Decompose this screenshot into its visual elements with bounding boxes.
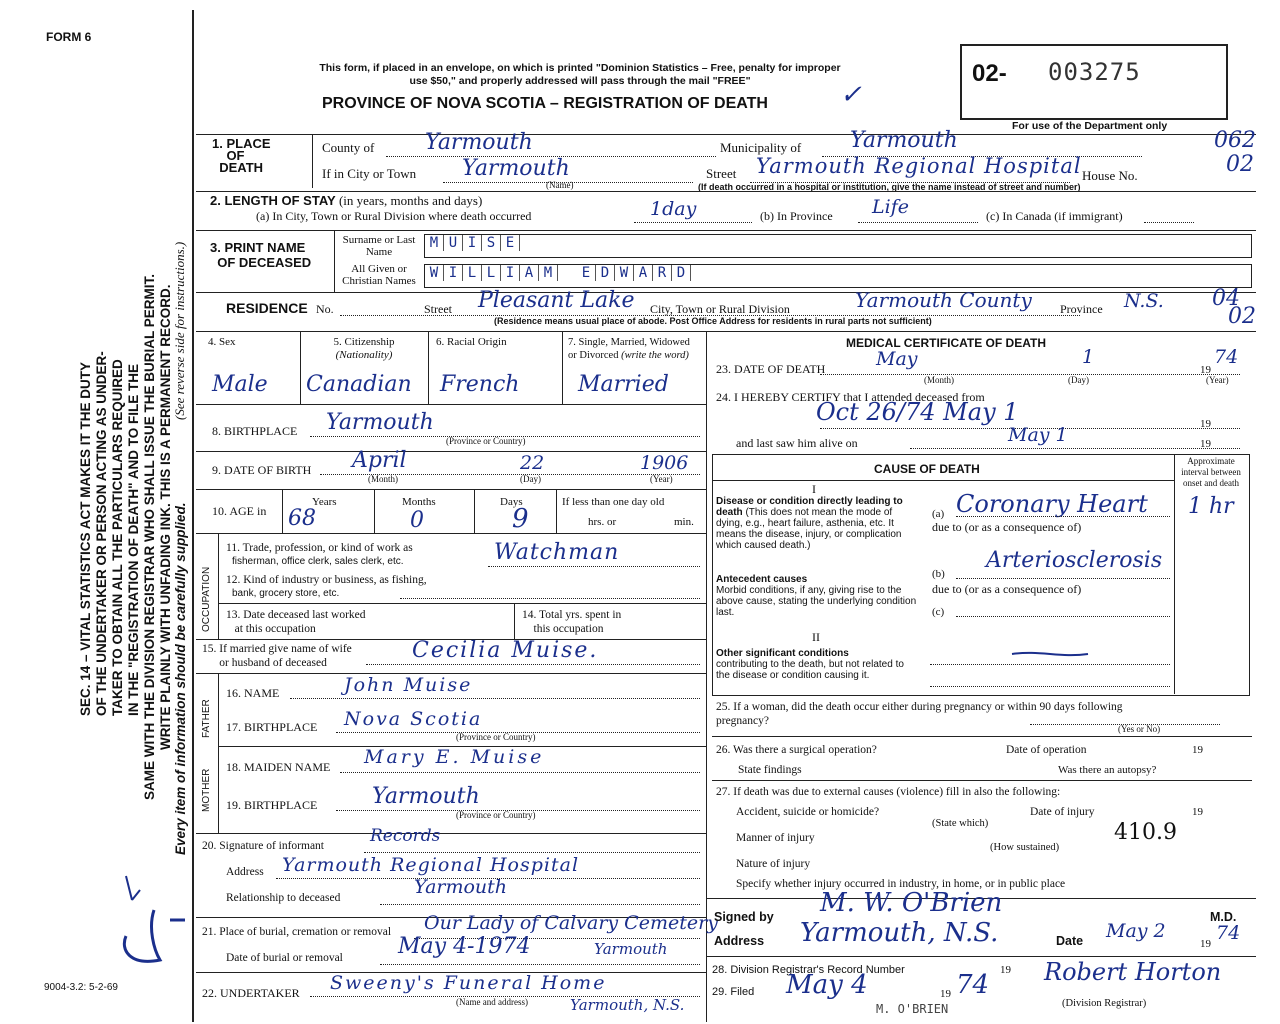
father-name-value: John Muise xyxy=(344,674,473,696)
given-names-label: All Given or Christian Names xyxy=(342,263,416,287)
last-saw-year-prefix: 19 xyxy=(1200,438,1211,450)
citizenship-value: Canadian xyxy=(306,372,412,397)
trade-label: 11. Trade, profession, or kind of work as xyxy=(226,542,413,554)
death-year-prefix: 19 xyxy=(1200,364,1211,376)
cause-b-value: Arteriosclerosis xyxy=(986,548,1163,573)
certify-value: Oct 26/74 May 1 xyxy=(816,398,1019,426)
dob-month: April xyxy=(352,448,407,473)
cause-heading: CAUSE OF DEATH xyxy=(874,462,980,476)
father-birthplace-value: Nova Scotia xyxy=(344,708,483,730)
age-months-label: Months xyxy=(402,496,436,508)
mail-notice-1: This form, if placed in an envelope, on which is printed "Dominion Statistics – Free, penalty for improper xyxy=(319,62,841,74)
place-of-death-label: 1. PLACE OF DEATH xyxy=(212,136,271,175)
mother-maiden-value: Mary E. Muise xyxy=(364,746,545,768)
direct-cause-label: Disease or condition directly leading to death (This does not mean the mode of dying, e.g., heart failure, asthenia, etc. It means the disease, injury, or complication which caused death.) xyxy=(716,496,903,551)
age-years-label: Years xyxy=(312,496,337,508)
father-birthplace-label: 17. BIRTHPLACE xyxy=(226,720,318,734)
other-conditions-label: Other significant conditions contributing to the death, but not related to the disease or condition causing it. xyxy=(716,648,904,681)
checkmark: ✓ xyxy=(840,80,862,110)
dob-day: 22 xyxy=(520,452,545,474)
sex-value: Male xyxy=(212,372,268,397)
given-letter: L xyxy=(482,265,501,281)
municipality-value: Yarmouth xyxy=(850,128,958,153)
age-days-value: 9 xyxy=(512,504,529,534)
date-of-death-month: May xyxy=(876,348,918,370)
burial-place-value: Our Lady of Calvary Cemetery xyxy=(424,912,718,934)
cause-a-interval: 1 hr xyxy=(1188,494,1234,519)
street-value: Yarmouth Regional Hospital xyxy=(756,154,1082,178)
side-instruction-5: SAME WITH THE DIVISION REGISTRAR WHO SHALL ISSUE THE BURIAL PERMIT. xyxy=(142,273,157,800)
sex-label: 4. Sex xyxy=(208,336,236,348)
cause-b-label: (b) xyxy=(932,568,945,580)
given-names-letter-boxes xyxy=(424,264,1252,288)
last-worked-label: 13. Date deceased last worked at this occupation xyxy=(226,609,366,635)
registration-number: 003275 xyxy=(1048,58,1141,86)
surname-letter: S xyxy=(482,235,501,251)
mother-birthplace-label: 19. BIRTHPLACE xyxy=(226,798,318,812)
cause-a-value: Coronary Heart xyxy=(956,490,1148,518)
residence-province-value: N.S. xyxy=(1124,290,1164,312)
date-of-death-year: 74 xyxy=(1214,346,1239,368)
part-one-label: I xyxy=(812,482,816,496)
external-causes-label: 27. If death was due to external causes (violence) fill in also the following: xyxy=(716,786,1061,798)
house-code: 02 xyxy=(1226,152,1254,177)
signature-date-value: May 2 xyxy=(1106,920,1166,942)
municipality-code: 062 xyxy=(1214,128,1256,153)
given-letter: R xyxy=(653,265,672,281)
form-left-border xyxy=(192,10,194,1022)
pregnancy-question: 25. If a woman, did the death occur either during pregnancy or within 90 days following pregnancy? xyxy=(716,701,1123,727)
mother-birthplace-value: Yarmouth xyxy=(372,784,480,809)
form-number: FORM 6 xyxy=(46,30,92,44)
undertaker-caption: (Name and address) xyxy=(456,997,528,1007)
residence-street-label: Street xyxy=(424,302,452,316)
date-of-death-day: 1 xyxy=(1082,346,1095,368)
certify-year-prefix: 19 xyxy=(1200,418,1211,430)
stay-canada-label: (c) In Canada (if immigrant) xyxy=(986,209,1123,223)
physician-address-label: Address xyxy=(714,934,765,948)
physician-signature: M. W. O'Brien xyxy=(820,888,1003,918)
registrar-caption: (Division Registrar) xyxy=(1062,998,1147,1009)
signature-date-label: Date xyxy=(1056,934,1084,948)
cause-a-label: (a) xyxy=(932,508,945,520)
manner-of-injury-label: Manner of injury xyxy=(736,832,815,844)
city-value: Yarmouth xyxy=(462,156,570,181)
age-years-value: 68 xyxy=(288,506,316,531)
given-letter: L xyxy=(463,265,482,281)
cause-code: 410.9 xyxy=(1114,820,1177,845)
dob-label: 9. DATE OF BIRTH xyxy=(212,463,312,477)
registration-prefix: 02- xyxy=(972,60,1007,87)
hospital-note: (If death occurred in a hospital or institution, give the name instead of street and number) xyxy=(698,182,1081,192)
informant-address-value: Yarmouth Regional Hospital xyxy=(282,854,580,876)
informant-address-label: Address xyxy=(226,866,264,878)
signature-year: 74 xyxy=(1216,922,1241,944)
father-name-label: 16. NAME xyxy=(226,686,280,700)
see-reverse-note: (See reverse side for instructions.) xyxy=(172,241,187,420)
spouse-label: 15. If married give name of wife or husband of deceased xyxy=(202,643,352,669)
registrar-signature: Robert Horton xyxy=(1044,958,1222,986)
racial-origin-label: 6. Racial Origin xyxy=(436,336,507,348)
last-saw-label: and last saw him alive on xyxy=(736,436,858,450)
residence-province-label: Province xyxy=(1060,302,1103,316)
side-instruction-7: Every item of information should be carefully supplied. xyxy=(173,502,188,855)
department-use-label: For use of the Department only xyxy=(1012,120,1168,132)
side-instruction-6: WRITE PLAINLY WITH UNFADING INK. THIS IS A PERMANENT RECORD. xyxy=(158,284,173,750)
mother-birthplace-caption: (Province or Country) xyxy=(456,810,536,820)
age-label: 10. AGE in xyxy=(212,504,267,518)
marital-label: 7. Single, Married, Widowed or Divorced (write the word) xyxy=(568,337,690,361)
industry-sub: bank, grocery store, etc. xyxy=(232,588,340,599)
filed-year-prefix: 19 xyxy=(940,988,951,1000)
mail-notice-2: use $50," and properly addressed will pass through the mail "FREE" xyxy=(409,75,751,87)
stay-province-label: (b) In Province xyxy=(760,209,833,223)
residence-note: (Residence means usual place of abode. Post Office Address for residents in rural parts not sufficient) xyxy=(494,316,932,326)
registration-number-box xyxy=(960,44,1228,120)
mother-vertical-label: MOTHER xyxy=(201,768,212,812)
marital-value: Married xyxy=(578,372,669,397)
total-years-label: 14. Total yrs. spent in this occupation xyxy=(522,609,622,635)
death-year-caption: (Year) xyxy=(1206,375,1229,385)
print-code: 9004-3.2: 5-2-69 xyxy=(44,982,118,993)
dob-day-caption: (Day) xyxy=(520,474,541,484)
dob-year: 1906 xyxy=(640,452,689,474)
surname-letter: E xyxy=(501,235,520,251)
interval-label: Approximate interval between onset and death xyxy=(1181,456,1241,488)
filed-label: 29. Filed xyxy=(712,986,755,998)
given-letter: W xyxy=(615,265,634,281)
given-letter: A xyxy=(520,265,539,281)
md-label: M.D. xyxy=(1210,910,1237,924)
father-birthplace-caption: (Province or Country) xyxy=(456,732,536,742)
stay-province-value: Life xyxy=(872,196,909,218)
undertaker-label: 22. UNDERTAKER xyxy=(202,986,300,1000)
injury-place-label: Specify whether injury occurred in industry, in home, or in public place xyxy=(736,878,1066,890)
residence-city-value: Yarmouth County xyxy=(855,288,1032,312)
given-letter: A xyxy=(634,265,653,281)
informant-label: 20. Signature of informant xyxy=(202,840,325,852)
given-letter: M xyxy=(539,265,558,281)
state-findings-label: State findings xyxy=(738,764,802,776)
part-two-label: II xyxy=(812,630,820,644)
given-letter: E xyxy=(577,265,596,281)
record-number-label: 28. Division Registrar's Record Number xyxy=(712,964,905,976)
stay-city-label: (a) In City, Town or Rural Division where death occurred xyxy=(256,209,532,223)
city-name-caption: (Name) xyxy=(546,180,574,190)
father-vertical-label: FATHER xyxy=(201,699,212,738)
relationship-label: Relationship to deceased xyxy=(226,892,341,904)
surgical-question: 26. Was there a surgical operation? xyxy=(716,744,877,756)
birthplace-label: 8. BIRTHPLACE xyxy=(212,424,298,438)
other-conditions-dash xyxy=(1010,644,1090,664)
given-letter: D xyxy=(672,265,691,281)
undertaker-place: Yarmouth, N.S. xyxy=(570,996,685,1014)
surname-letter: M xyxy=(425,235,444,251)
occupation-vertical-label: OCCUPATION xyxy=(201,566,212,632)
dob-month-caption: (Month) xyxy=(368,474,398,484)
signature-year-prefix: 19 xyxy=(1200,938,1211,950)
given-letter: D xyxy=(596,265,615,281)
death-day-caption: (Day) xyxy=(1068,375,1089,385)
surname-letter-boxes xyxy=(424,234,1252,258)
undertaker-value: Sweeny's Funeral Home xyxy=(330,972,607,994)
house-number-label: House No. xyxy=(1082,168,1138,183)
surname-letter: U xyxy=(444,235,463,251)
last-saw-value: May 1 xyxy=(1008,424,1068,446)
record-year-prefix: 19 xyxy=(1000,964,1011,976)
stay-city-value: 1day xyxy=(650,198,697,220)
due-to-b: due to (or as a consequence of) xyxy=(932,582,1082,596)
municipality-label: Municipality of xyxy=(720,140,802,155)
handwritten-mark xyxy=(110,870,200,970)
industry-label: 12. Kind of industry or business, as fishing, xyxy=(226,574,427,586)
surname-label: Surname or Last Name xyxy=(342,234,416,258)
side-instruction-1: SEC. 14 – VITAL STATISTICS ACT MAKES IT THE DUTY xyxy=(78,361,93,716)
print-name-label: 3. PRINT NAME OF DECEASED xyxy=(210,240,312,270)
death-month-caption: (Month) xyxy=(924,375,954,385)
county-value: Yarmouth xyxy=(425,130,533,155)
city-label: If in City or Town xyxy=(322,166,417,181)
operation-year-prefix: 19 xyxy=(1192,744,1203,756)
min-label: min. xyxy=(674,516,694,528)
antecedent-label: Antecedent causes Morbid conditions, if any, giving rise to the above cause, stating the underlying condition last. xyxy=(716,574,917,618)
side-instruction-4: IN THE "REGISTRATION OF DEATH" AND TO FILE THE xyxy=(126,363,141,716)
relationship-value: Yarmouth xyxy=(414,876,508,898)
age-months-value: 0 xyxy=(410,508,424,533)
hrs-label: hrs. or xyxy=(588,516,617,528)
burial-date-label: Date of burial or removal xyxy=(226,952,343,964)
form-title: PROVINCE OF NOVA SCOTIA – REGISTRATION OF DEATH xyxy=(322,95,768,112)
racial-origin-value: French xyxy=(440,372,520,397)
filed-year-value: 74 xyxy=(956,970,990,1000)
surname-letter: I xyxy=(463,235,482,251)
citizenship-label: 5. Citizenship (Nationality) xyxy=(333,336,395,361)
birthplace-value: Yarmouth xyxy=(326,410,434,435)
operation-date-label: Date of operation xyxy=(1006,744,1087,756)
side-instruction-2: OF THE UNDERTAKER OR PERSON ACTING AS UNDER- xyxy=(94,351,109,716)
side-instruction-3: TAKER TO OBTAIN ALL THE PARTICULARS REQUIRED xyxy=(110,359,125,716)
residence-city-label: City, Town or Rural Division xyxy=(650,302,790,316)
mother-maiden-label: 18. MAIDEN NAME xyxy=(226,760,331,774)
burial-date-value: May 4-1974 xyxy=(398,934,531,959)
less-than-day-label: If less than one day old xyxy=(562,496,665,508)
trade-sub: fisherman, office clerk, sales clerk, etc. xyxy=(232,556,404,567)
residence-no-label: No. xyxy=(316,302,334,316)
injury-year-prefix: 19 xyxy=(1192,806,1203,818)
burial-date-place: Yarmouth xyxy=(594,940,668,958)
autopsy-label: Was there an autopsy? xyxy=(1058,764,1157,776)
street-label: Street xyxy=(706,166,737,181)
filed-date-value: May 4 xyxy=(786,970,868,1000)
residence-code-2: 02 xyxy=(1228,304,1256,329)
county-label: County of xyxy=(322,140,375,155)
length-of-stay-label: 2. LENGTH OF STAY (in years, months and days) xyxy=(210,193,483,208)
signed-by-label: Signed by xyxy=(714,910,774,924)
medical-heading: MEDICAL CERTIFICATE OF DEATH xyxy=(846,336,1046,350)
given-letter: I xyxy=(444,265,463,281)
yes-no-caption: (Yes or No) xyxy=(1118,724,1161,734)
stamp-text: M. O'BRIEN xyxy=(876,1002,949,1016)
spouse-value: Cecilia Muise. xyxy=(412,638,599,663)
due-to-a: due to (or as a consequence of) xyxy=(932,520,1082,534)
how-sustained-caption: (How sustained) xyxy=(990,842,1060,853)
cause-c-label: (c) xyxy=(932,606,945,618)
residence-code-1: 04 xyxy=(1212,286,1240,311)
state-which-caption: (State which) xyxy=(932,818,989,829)
burial-place-label: 21. Place of burial, cremation or removal xyxy=(202,926,392,938)
dob-year-caption: (Year) xyxy=(650,474,673,484)
birthplace-caption: (Province or Country) xyxy=(446,436,526,446)
trade-value: Watchman xyxy=(494,540,620,565)
accident-label: Accident, suicide or homicide? xyxy=(736,806,880,818)
informant-signature: Records xyxy=(370,826,441,846)
physician-address-value: Yarmouth, N.S. xyxy=(800,918,999,948)
certify-label: 24. I HEREBY CERTIFY that I attended deceased from xyxy=(716,390,985,404)
age-days-label: Days xyxy=(500,496,523,508)
given-letter: W xyxy=(425,265,444,281)
date-of-death-label: 23. DATE OF DEATH xyxy=(716,362,826,376)
residence-label: RESIDENCE xyxy=(226,300,308,316)
residence-street-value: Pleasant Lake xyxy=(478,288,635,313)
nature-of-injury-label: Nature of injury xyxy=(736,858,811,870)
injury-date-label: Date of injury xyxy=(1030,806,1095,818)
given-letter: I xyxy=(501,265,520,281)
